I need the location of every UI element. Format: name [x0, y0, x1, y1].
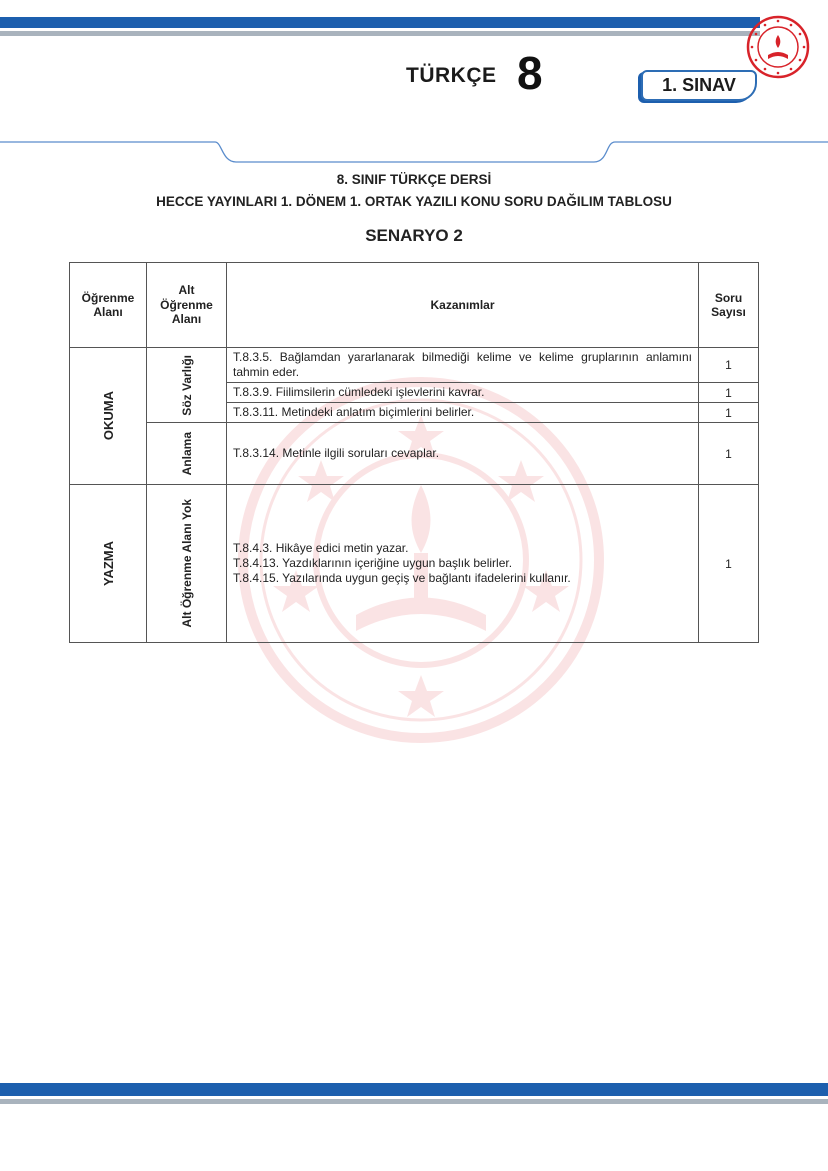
question-count: 1 — [699, 348, 759, 383]
yazma-sub-label: Alt Öğrenme Alanı Yok — [179, 499, 194, 628]
question-count: 1 — [699, 403, 759, 423]
grade-number: 8 — [517, 47, 543, 99]
table-header-row — [70, 263, 759, 348]
soz-varligi-label: Söz Varlığı — [179, 354, 194, 416]
header-outcomes: Kazanımlar — [227, 263, 699, 348]
outcome-text: T.8.3.5. Bağlamdan yararlanarak bilmediği kelime ve kelime gruplarının anlamını tahmin eder. — [227, 348, 699, 383]
ministry-seal-logo — [746, 15, 810, 79]
subject-title: TÜRKÇE — [406, 64, 497, 87]
yazma-cell — [70, 485, 147, 643]
bottom-gray-stripe — [0, 1099, 828, 1104]
outcome-line: T.8.4.3. Hikâye edici metin yazar. — [233, 541, 409, 555]
table-row — [70, 485, 759, 643]
document-subtitle: HECCE YAYINLARI 1. DÖNEM 1. ORTAK YAZILI KONU SORU DAĞILIM TABLOSU — [156, 194, 672, 209]
header-area: Öğrenme Alanı — [70, 263, 147, 348]
yazma-sub-cell — [147, 485, 227, 643]
question-count: 1 — [699, 423, 759, 485]
anlama-cell — [147, 423, 227, 485]
outcome-text: T.8.3.14. Metinle ilgili soruları cevaplar. — [227, 423, 699, 485]
okuma-cell — [70, 348, 147, 485]
scenario-title: SENARYO 2 — [365, 226, 463, 245]
header-count: Soru Sayısı — [699, 263, 759, 348]
table-row — [70, 423, 759, 485]
yazma-outcomes — [227, 485, 699, 643]
header-sub-area: Alt Öğrenme Alanı — [147, 263, 227, 348]
top-blue-stripe — [0, 17, 760, 28]
question-count: 1 — [699, 383, 759, 403]
top-gray-stripe — [0, 31, 760, 36]
anlama-label: Anlama — [179, 431, 194, 476]
yazma-label: YAZMA — [100, 540, 116, 587]
outcome-line: T.8.4.13. Yazdıklarının içeriğine uygun başlık belirler. — [233, 556, 513, 570]
document-title: 8. SINIF TÜRKÇE DERSİ — [336, 172, 492, 187]
question-count: 1 — [699, 485, 759, 643]
outcome-text: T.8.3.9. Fiilimsilerin cümledeki işlevlerini kavrar. — [227, 383, 699, 403]
table-row — [70, 348, 759, 383]
okuma-label: OKUMA — [100, 391, 116, 441]
outcome-text: T.8.3.11. Metindeki anlatım biçimlerini belirler. — [227, 403, 699, 423]
distribution-table — [69, 262, 759, 643]
exam-badge: 1. SINAV — [641, 70, 757, 101]
outcome-line: T.8.4.15. Yazılarında uygun geçiş ve bağlantı ifadelerini kullanır. — [233, 571, 571, 585]
header-divider — [0, 136, 828, 168]
soz-varligi-cell — [147, 348, 227, 423]
bottom-blue-stripe — [0, 1083, 828, 1096]
